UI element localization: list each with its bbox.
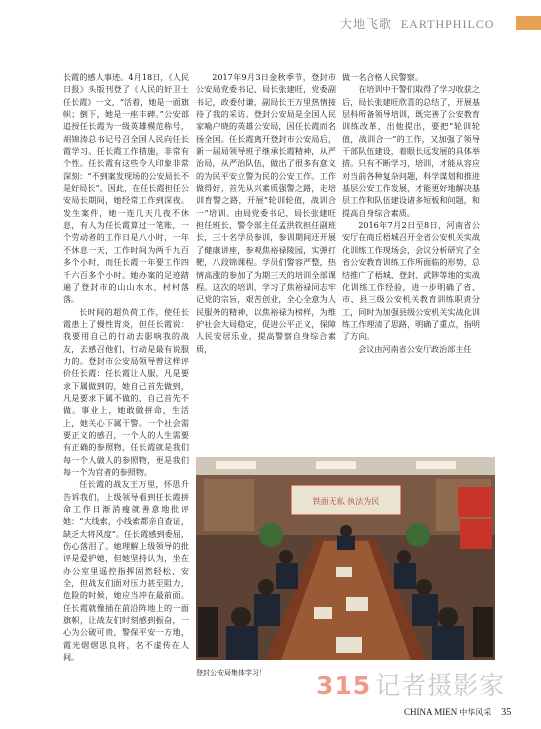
- section-title: [340, 15, 494, 32]
- paragraph: 在培训中干警们取得了学习收获之后，局长张建旺欣喜的总结了，开展基层科所备领导培训，既完善了公安教育训练改革，出他提出，要把“轮训轮值，战训合一”的工作，又加强了领导干部队伍建设，着眼长远发展的具体举措。只有不断学习，培训，才能从容应对当前各种复杂问题，科学谋划和推进基层公安工作发展，才能更好地解决基层工作和队伍建设诸多短板和问题，和提高自身综合素质。: [342, 84, 480, 218]
- photo-caption: 登封公安局集体学习！: [196, 669, 266, 677]
- wall-banner-text: 铁面无私 执法为民: [312, 497, 380, 506]
- section-brand: EARTHPHILCO: [400, 17, 495, 31]
- page-footer: [404, 707, 511, 718]
- paragraph: 2016年7月2日至8日，河南省公安厅在商丘梧城召开全省公安机关实战化训练工作现场会，会议分析研究了全省公安教育训练工作所面临的形势，总结推广了梧城、登封、武陟等地的实战化训练工作经验，进一步明确了省、市、县三级公安机关教育训练职责分工，同时为加强县级公安机关实战化训练工作理清了思路，明确了重点，指明了方向。: [342, 220, 480, 342]
- watermark-logo: 315: [316, 671, 372, 700]
- watermark: [316, 666, 505, 702]
- article-column-3: [342, 71, 480, 446]
- page-number: 35: [501, 707, 512, 718]
- watermark-text: 记者摄影家: [375, 671, 506, 700]
- paragraph: 长霞的感人事迹。4月18日，《人民日报》头版刊登了《人民的好卫士任长霞》一文，“活着，她是一面旗帜；倒下，她是一座丰碑。”公安部追授任长霞为一级英雄模范称号，胡锦涛总书记号召全国人民向任长霞学习。任长霞工作措施，非常有个性。任长霞有这些令人印象非常深刻：“不到案发现场的公安局长不是好局长”。因此，在任长霞担任公安局长期间，她经常工作到深夜。发生案件，她一连几天几夜不休息，有人为任长霞算过一笔账，一个劳动者的工作日是八小时，一年不休息一天，工作时间为两千九百多个小时，而任长霞一年要工作四千六百多个小时。她办案的足迹踏遍了登封市的山山水水，村村落落。: [63, 72, 189, 305]
- article-column-1: [63, 71, 189, 691]
- header-accent-bar: [516, 16, 541, 30]
- paragraph: 会议由河南省公安厅政治部主任: [358, 343, 472, 354]
- magazine-name: CHINA MIEN: [404, 707, 458, 717]
- meeting-photo: [196, 457, 495, 660]
- paragraph: 做一名合格人民警察。: [342, 72, 423, 82]
- paragraph: 长时间的超负荷工作，使任长霞患上了慢性胃炎，但任长霞说：我要用自己的行动去影响我的战友，去感召他们，行动是最有说服力的。登封市公安局领导曾这样评价任长霞：任长霞让人服，凡是要求下属做到的，她自己首先做到，凡是要求下属不做的，自己首先不做。事业上，她敢做拼命，生活上，她关心下属干警。一个社会需要正义的感召，一个人的人生需要有正确的参照物，任长霞就是我们每一个人做人的参照物，更是我们每一个为官者的参照物。: [63, 306, 189, 477]
- magazine-name-cn: 中华风采: [459, 708, 492, 717]
- paragraph: 任长霞的战友王万里，怀思升告诉我们，上级领导看到任长霞拼命工作日渐消瘦就善意地批评她：“大线索，小线索都亲自查证，缺乏大将风度”。任长霞感到委屈，伤心落泪了。她理解上级领导的批评是爱护她，但她坚持认为，坐在办公室里遥控指挥固然轻松、安全，但战友们面对压力甚至阻力，危险的时候，她应当冲在最前面。任长霞就像插在前沿阵地上的一面旗帜，让战友们时刻感到振奋，一心为公破可贵，警保平安一方地，霞光熠熠思良将，名不虚传在人间。: [63, 479, 189, 663]
- paragraph: 2017年9月3日金秋季节，登封市公安局党委书记、局长张建旺，党委副书记，政委付谦，副局长王万里热情接待了我的采访。登封公安局是全国人民家喻户晓的英雄公安局，因任长霞而名扬全国。任长霞离开登封市公安局后，新一届局领导班子继承长霞精神，从严治局，从严治队伍，做出了很多有意义的为民平安立警为民的公安工作。工作做得好，首先从兴素质强警之路，走培训育警之路，开展“轮训轮值，战训合一”培训。由局党委书记，局长张建旺担任班长，警令部主任孟洪钦担任副班长，三十名学员参训，参训期间还开展了健康讲座，参观焦裕禄陵园，实弹打靶，八段锦课程。学员们警容严整，热情高涨的参加了为期三天的培训全部课程。这次的培训，学习了焦裕禄同志牢记党的宗旨，艰苦创业，全心全意为人民服务的精神，以焦裕禄为榜样，为维护社会大局稳定，促进公平正义，保障人民安居乐业，提高警察自身综合素质，: [196, 72, 336, 354]
- article-column-2: [196, 71, 336, 446]
- section-title-cn: 大地飞歌: [340, 17, 393, 31]
- meeting-photo-illustration: [196, 457, 495, 660]
